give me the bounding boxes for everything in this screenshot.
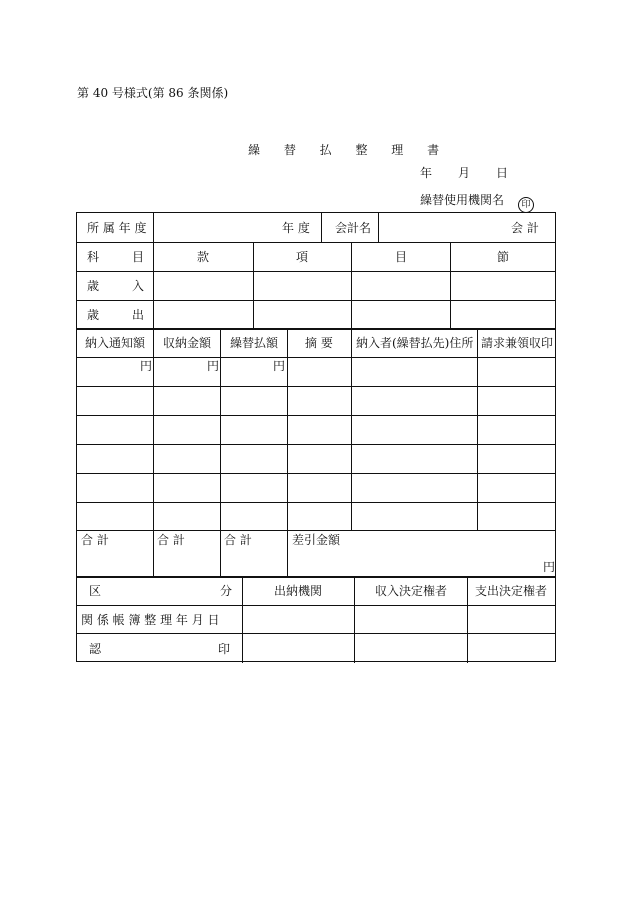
- subject-label-second: 目: [132, 250, 145, 264]
- fiscal-year-label: 所 属 年 度: [87, 221, 147, 235]
- ledger-date-label: 関 係 帳 簿 整 理 年 月 日: [81, 613, 220, 627]
- date-day-label: 日: [496, 166, 509, 180]
- heading-kou: 項: [296, 250, 309, 264]
- heading-kan: 款: [197, 250, 210, 264]
- revenue-label-first: 歳: [87, 279, 100, 293]
- settlement-form-table: [76, 212, 556, 662]
- column-receipt-seal: 請求兼領収印: [481, 336, 554, 350]
- yen-unit: 円: [207, 359, 220, 373]
- revenue-label-second: 入: [132, 279, 145, 293]
- account-name-label: 会計名: [335, 221, 372, 235]
- yen-unit: 円: [273, 359, 286, 373]
- date-month-label: 月: [458, 166, 471, 180]
- date-line: [420, 164, 508, 181]
- column-summary: 摘 要: [305, 336, 333, 350]
- column-received-amount: 収納金額: [163, 336, 212, 350]
- form-reference: 第 40 号様式(第 86 条関係): [77, 86, 229, 100]
- year-unit-label: 年 度: [282, 221, 310, 235]
- division-label-second: 分: [220, 584, 233, 598]
- heading-moku: 目: [395, 250, 408, 264]
- total-label: 合 計: [224, 533, 252, 547]
- organization-line: [420, 191, 534, 213]
- total-label: 合 計: [81, 533, 109, 547]
- column-notice-amount: 納入通知額: [85, 336, 146, 350]
- balance-label: 差引金額: [292, 533, 341, 547]
- seal-mark: 印: [518, 197, 534, 213]
- subject-label-first: 科: [87, 250, 100, 264]
- total-label: 合 計: [157, 533, 185, 547]
- expenditure-label-second: 出: [132, 308, 145, 322]
- balance-yen-unit: 円: [543, 560, 556, 574]
- account-label: 会 計: [511, 221, 539, 235]
- column-substitute-amount: 繰替払額: [230, 336, 279, 350]
- yen-unit: 円: [140, 359, 153, 373]
- approval-label: 認: [89, 642, 102, 656]
- expenditure-authority-label: 支出決定権者: [475, 584, 548, 598]
- treasury-agency-label: 出納機関: [274, 584, 323, 598]
- document-title: 繰 替 払 整 理 書: [248, 143, 450, 157]
- division-label-first: 区: [89, 584, 102, 598]
- organization-label: 繰替使用機関名: [420, 193, 505, 207]
- heading-setsu: 節: [497, 250, 510, 264]
- revenue-authority-label: 収入決定権者: [375, 584, 448, 598]
- expenditure-label-first: 歳: [87, 308, 100, 322]
- approval-seal-label: 印: [218, 642, 231, 656]
- date-year-label: 年: [420, 166, 433, 180]
- column-payer-address: 納入者(繰替払先)住所: [356, 336, 474, 350]
